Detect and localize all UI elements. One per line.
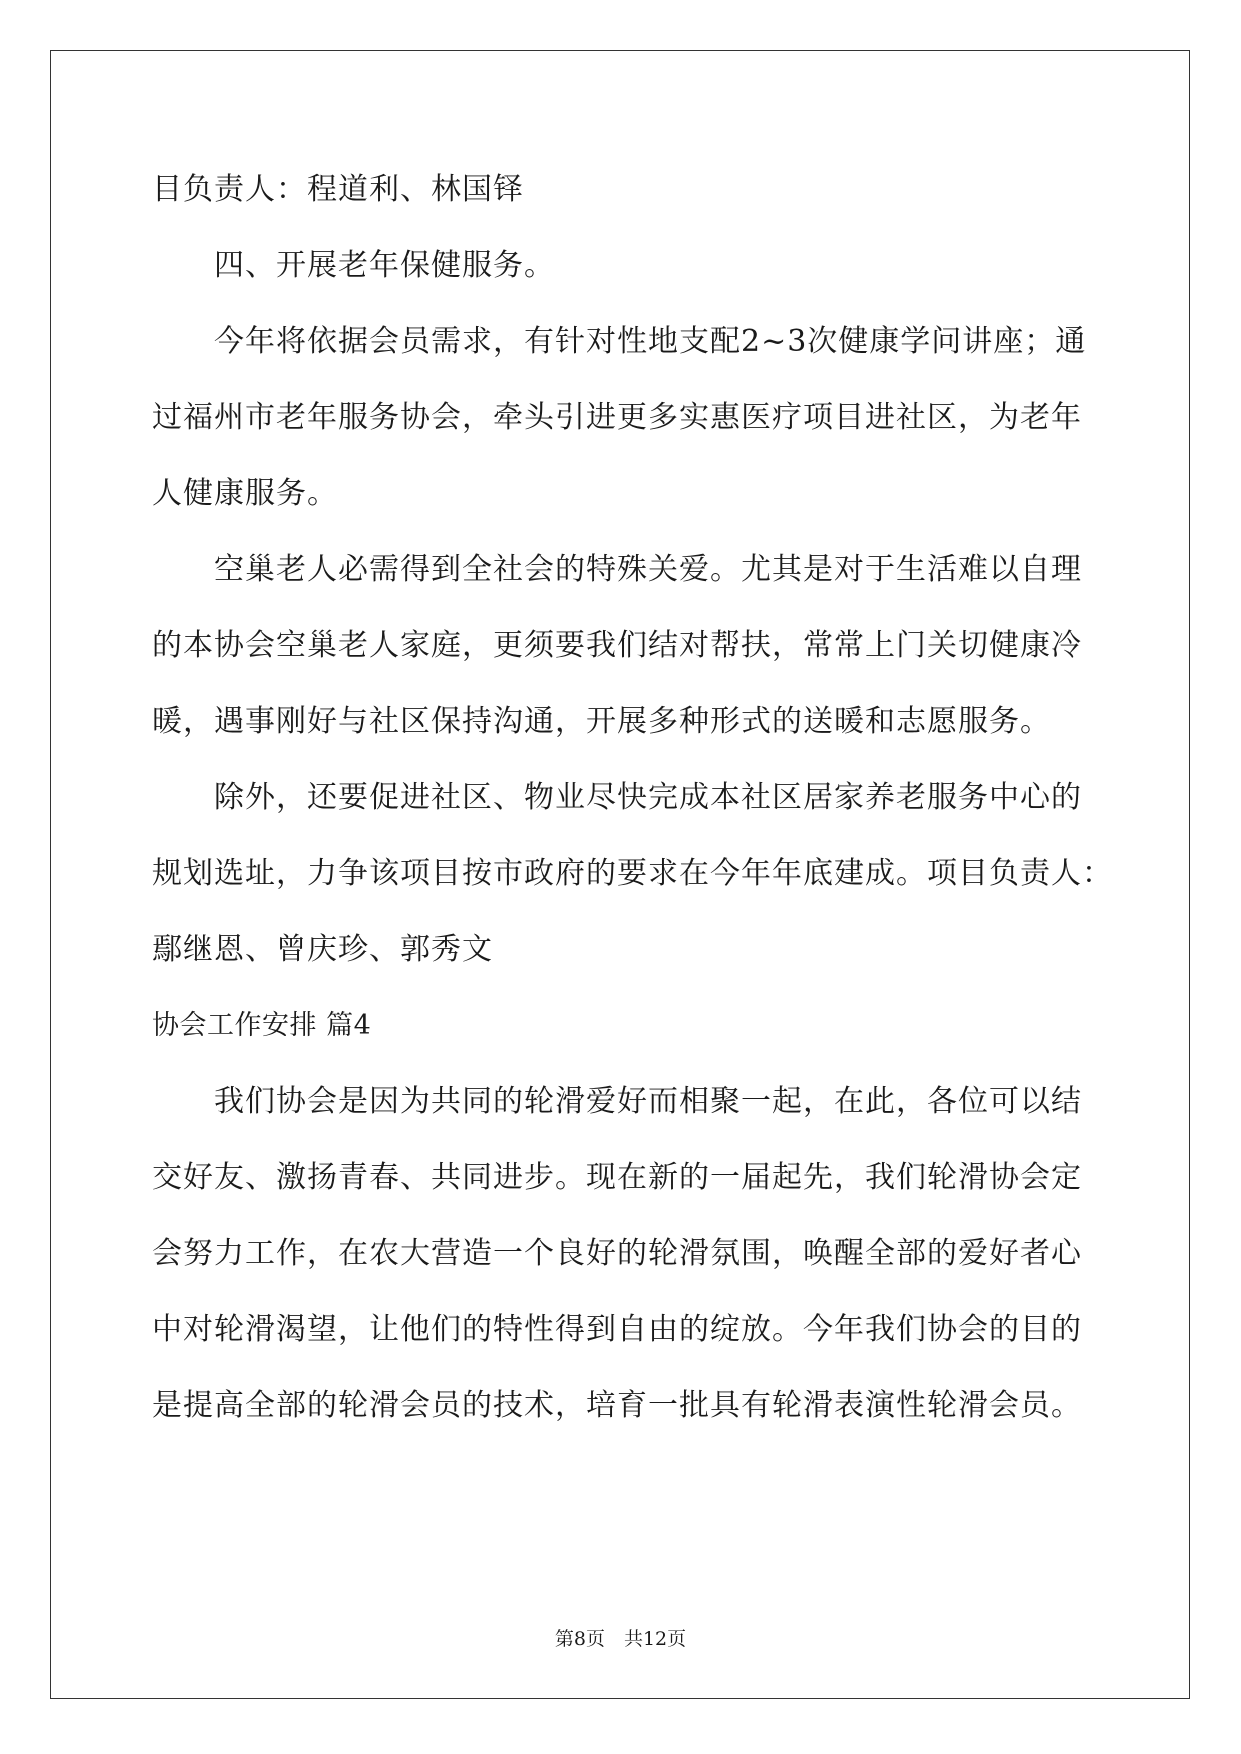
paragraph-line: 会努力工作，在农大营造一个良好的轮滑氛围，唤醒全部的爱好者心 [152,1236,1082,1271]
paragraph-line: 过福州市老年服务协会，牵头引进更多实惠医疗项目进社区，为老年 [152,400,1082,435]
paragraph-line: 是提高全部的轮滑会员的技术，培育一批具有轮滑表演性轮滑会员。 [152,1388,1082,1423]
text-line: 目负责人：程道利、林国铎 [152,172,524,207]
paragraph-line: 鄢继恩、曾庆珍、郭秀文 [152,932,493,967]
paragraph-line: 交好友、激扬青春、共同进步。现在新的一届起先，我们轮滑协会定 [152,1160,1082,1195]
article-heading: 协会工作安排 篇4 [152,1010,372,1041]
section-heading: 四、开展老年保健服务。 [214,248,555,283]
paragraph-line: 除外，还要促进社区、物业尽快完成本社区居家养老服务中心的 [214,780,1082,815]
paragraph-line: 的本协会空巢老人家庭，更须要我们结对帮扶，常常上门关切健康冷 [152,628,1082,663]
paragraph-line: 人健康服务。 [152,476,338,511]
paragraph-line: 中对轮滑渴望，让他们的特性得到自由的绽放。今年我们协会的目的 [152,1312,1082,1347]
paragraph-line: 空巢老人必需得到全社会的特殊关爱。尤其是对于生活难以自理 [214,552,1082,587]
paragraph-line: 暖，遇事刚好与社区保持沟通，开展多种形式的送暖和志愿服务。 [152,704,1051,739]
paragraph-line: 今年将依据会员需求，有针对性地支配2~3次健康学问讲座；通 [214,324,1087,359]
page-number-footer: 第8页 共12页 [554,1628,687,1650]
paragraph-line: 我们协会是因为共同的轮滑爱好而相聚一起，在此，各位可以结 [214,1084,1082,1119]
paragraph-line: 规划选址，力争该项目按市政府的要求在今年年底建成。项目负责人： [152,856,1113,891]
